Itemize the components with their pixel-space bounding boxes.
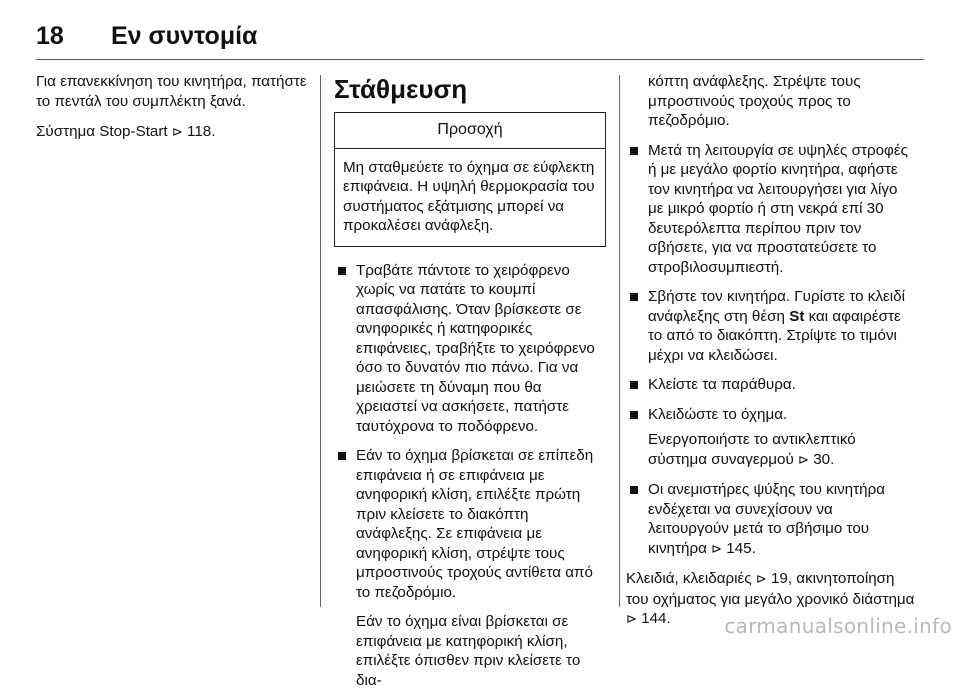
page-ref-icon: ⊳	[711, 541, 723, 557]
page-ref-icon: ⊳	[755, 572, 767, 587]
square-bullet-icon	[630, 293, 638, 301]
keys-locks-page-link[interactable]: 19, ακινητοποίηση του οχήματος για μεγάλο χρονικό διάστημα	[626, 570, 915, 608]
square-bullet-icon	[338, 267, 346, 275]
parking-heading: Στάθμευση	[334, 74, 468, 104]
watermark-text: carmanualsonline.info	[724, 614, 952, 638]
keys-locks-text: Κλειδιά, κλειδαριές	[626, 570, 752, 587]
bullet-text: Μετά τη λειτουργία σε υψηλές στροφές ή με μεγάλο φορτίο κινητήρα, αφήστε τον κινητήρα να λειτουργήσει για λίγο με μικρό φορτίο ή στη νεκρά επί 30 δευτερόλεπτα περίπου πριν τον σβήσετε, για να προστατεύσετε το στροβιλοσυμπιεστή.	[648, 141, 908, 276]
page-ref-icon: ⊳	[798, 452, 809, 468]
bullet-item	[334, 261, 606, 437]
square-bullet-icon	[338, 452, 346, 460]
alarm-text: Ενεργοποιήστε το αντικλεπτικό σύστημα συναγερμού	[648, 431, 856, 468]
bullet-sub-paragraph	[626, 430, 916, 470]
square-bullet-icon	[630, 486, 638, 494]
bullet-item	[334, 446, 606, 602]
bullet-text: Κλείστε τα παράθυρα.	[648, 376, 796, 393]
page-number: 18	[36, 22, 64, 50]
restart-paragraph: Για επανεκκίνηση του κινητήρα, πατήστε το πεντάλ του συμπλέκτη ξανά.	[36, 73, 307, 110]
square-bullet-icon	[630, 147, 638, 155]
column-3	[626, 72, 916, 641]
bullet-text: Εάν το όχημα βρίσκεται σε επίπεδη επιφάνεια ή σε επιφάνεια με ανηφορική κλίση, επιλέξτε πρώτη πριν κλείσετε το διακόπτη ανάφλεξης. Σε επιφάνεια με ανηφορική κλίση, στρέψτε τους μπροστινούς τροχούς αντίθετα από το πεζοδρόμιο.	[356, 447, 594, 601]
cooling-fan-page-link[interactable]: 145.	[726, 539, 756, 557]
bullet-sub-paragraph: Εάν το όχημα είναι βρίσκεται σε επιφάνεια με κατηφορική κλίση, επιλέξτε όπισθεν πριν κλείσετε το δια-	[356, 613, 581, 689]
square-bullet-icon	[630, 411, 638, 419]
section-title: Εν συντομία	[111, 22, 258, 50]
bullet-item	[626, 405, 916, 425]
bullet-text: Οι ανεμιστήρες ψύξης του κινητήρα ενδέχεται να συνεχίσουν να λειτουργούν μετά το σβήσιμο του κινητήρα	[648, 481, 885, 557]
alarm-page-link[interactable]: 30.	[813, 450, 835, 468]
bullet-text: Τραβάτε πάντοτε το χειρόφρενο χωρίς να πατάτε το κουμπί απασφάλισης. Όταν βρίσκεστε σε ανηφορικές ή κατηφορικές επιφάνειες, τραβήξτε το χειρόφρενο όσο το δυνατόν πιο πάνω. Για να μειώσετε τη δύναμη που θα χρειαστεί να ασκήσετε, πατήστε ταυτόχρονα το ποδόφρενο.	[356, 261, 595, 435]
bullet-item	[626, 287, 916, 365]
page-ref-icon: ⊳	[171, 125, 183, 140]
bullet-text: Κλειδώστε το όχημα.	[648, 405, 788, 423]
column-divider-2	[619, 75, 620, 607]
caution-title: Προσοχή	[335, 113, 605, 149]
header-rule	[36, 59, 924, 60]
ignition-position-label: St	[789, 307, 805, 325]
column-1	[36, 72, 308, 154]
caution-box	[334, 112, 606, 247]
column-2	[334, 72, 606, 700]
bullet-item	[626, 480, 916, 559]
page-header	[36, 14, 924, 60]
caution-text: Μη σταθμεύετε το όχημα σε εύφλεκτη επιφάνεια. Η υψηλή θερμοκρασία του συστήματος εξάτμισης μπορεί να προκαλέσει ανάφλεξη.	[343, 158, 595, 234]
page-ref-icon: ⊳	[626, 612, 637, 627]
square-bullet-icon	[630, 381, 638, 389]
stop-start-page-link[interactable]: 118.	[187, 123, 216, 140]
stop-start-reference	[36, 122, 308, 143]
bullet-text-b: και αφαιρέστε το από το διακόπτη. Στρίψτε το τιμόνι μέχρι να κλειδώσει.	[648, 307, 901, 364]
bullet-text-a: Σβήστε τον κινητήρα. Γυρίστε το κλειδί ανάφλεξης στη θέση	[648, 288, 905, 325]
laying-up-page-link[interactable]: 144.	[641, 610, 671, 627]
bullet-item	[626, 141, 916, 278]
continued-text: κόπτη ανάφλεξης. Στρέψτε τους μπροστινούς τροχούς προς το πεζοδρόμιο.	[648, 73, 861, 129]
stop-start-text: Σύστημα Stop-Start	[36, 123, 168, 140]
bullet-item	[626, 375, 916, 395]
column-divider-1	[320, 75, 321, 607]
